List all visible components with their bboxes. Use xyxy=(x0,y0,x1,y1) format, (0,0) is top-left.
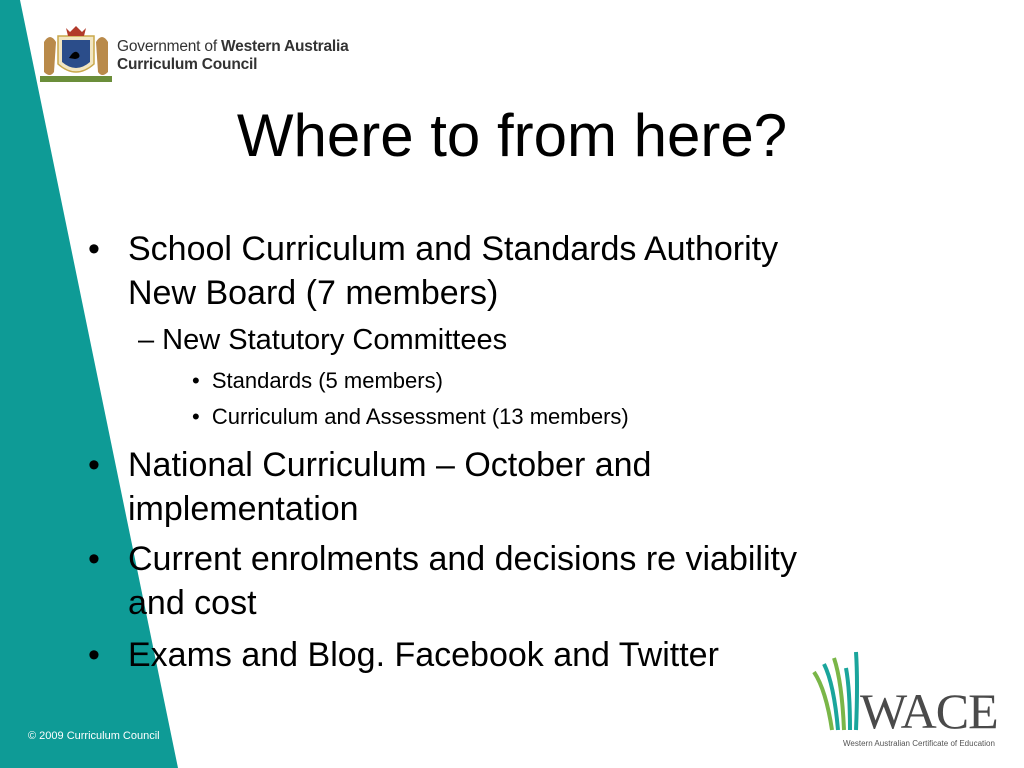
bullet-mark: • xyxy=(192,404,200,429)
bullet-line: National Curriculum – October and xyxy=(128,446,652,484)
wa-coat-of-arms-icon xyxy=(36,24,116,86)
sub-sub-bullet xyxy=(192,367,443,395)
government-label xyxy=(117,38,349,56)
copyright-footer: © 2009 Curriculum Council xyxy=(28,730,160,742)
gov-prefix: Government of xyxy=(117,38,222,55)
bullet-mark: • xyxy=(88,540,100,578)
bullet-mark: • xyxy=(88,230,100,268)
wace-wordmark: WACE xyxy=(860,683,998,739)
bullet-line: School Curriculum and Standards Authority xyxy=(128,230,779,268)
sub-sub-bullet xyxy=(192,403,629,431)
sub-sub-text: Standards (5 members) xyxy=(211,368,443,393)
bullet-line: implementation xyxy=(128,490,359,528)
bullet-line: and cost xyxy=(128,584,257,622)
slide-title: Where to from here? xyxy=(236,102,788,169)
council-label: Curriculum Council xyxy=(117,56,258,73)
bullet-line: New Board (7 members) xyxy=(128,274,499,312)
bullet-mark: • xyxy=(88,636,100,674)
gov-state: Western Australia xyxy=(221,38,349,55)
sub-sub-text: Curriculum and Assessment (13 members) xyxy=(211,404,629,429)
bullet-line: Current enrolments and decisions re viability xyxy=(128,540,797,578)
bullet-mark: • xyxy=(192,368,200,393)
bullet-mark: • xyxy=(88,446,100,484)
sub-bullet: – New Statutory Committees xyxy=(138,324,508,356)
bullet-line: Exams and Blog. Facebook and Twitter xyxy=(128,636,719,674)
wace-subtitle: Western Australian Certificate of Education xyxy=(843,739,995,748)
